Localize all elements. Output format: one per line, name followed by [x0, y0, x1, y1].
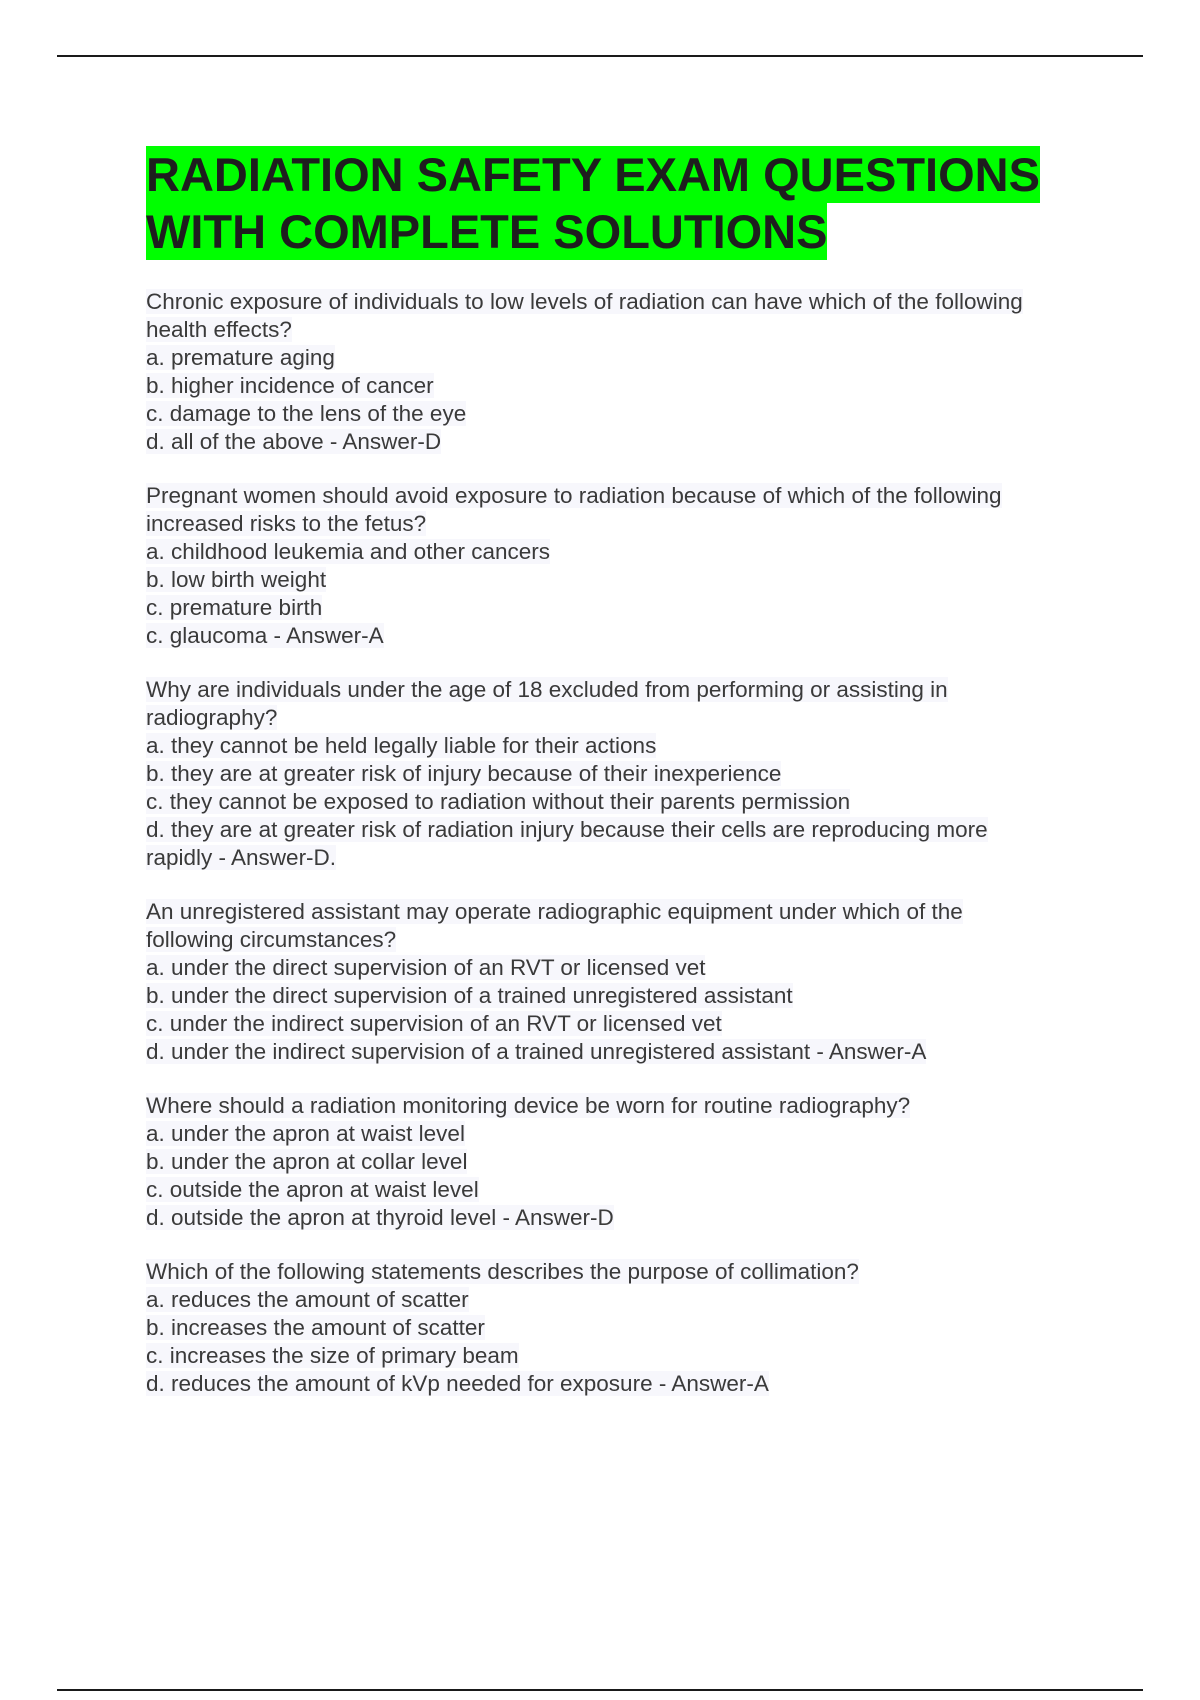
question-text [146, 482, 1146, 510]
answer-option [146, 428, 1146, 456]
question-block [146, 898, 1146, 1066]
question-block [146, 482, 1146, 650]
question-text-line: An unregistered assistant may operate radiographic equipment under which of the [146, 899, 963, 924]
answer-option [146, 816, 1146, 844]
answer-option-text: c. under the indirect supervision of an RVT or licensed vet [146, 1011, 722, 1036]
bottom-divider [57, 1689, 1143, 1691]
document-title [146, 146, 1146, 260]
question-text-line: Chronic exposure of individuals to low levels of radiation can have which of the following [146, 289, 1023, 314]
answer-option [146, 622, 1146, 650]
answer-option [146, 538, 1146, 566]
question-block [146, 1092, 1146, 1232]
answer-option-text: c. they cannot be exposed to radiation without their parents permission [146, 789, 851, 814]
answer-option-text: d. under the indirect supervision of a trained unregistered assistant - Answer-A [146, 1039, 927, 1064]
question-block [146, 1258, 1146, 1398]
question-text [146, 1092, 1146, 1120]
answer-option [146, 566, 1146, 594]
answer-option [146, 594, 1146, 622]
answer-option [146, 1286, 1146, 1314]
answer-option-text: a. reduces the amount of scatter [146, 1287, 469, 1312]
top-divider [57, 55, 1143, 57]
question-text-line: Which of the following statements describes the purpose of collimation? [146, 1259, 859, 1284]
title-line-1: RADIATION SAFETY EXAM QUESTIONS [146, 148, 1040, 201]
answer-option-text: c. outside the apron at waist level [146, 1177, 479, 1202]
answer-option [146, 1148, 1146, 1176]
answer-option-text: c. glaucoma - Answer-A [146, 623, 384, 648]
answer-option-text: d. reduces the amount of kVp needed for exposure - Answer-A [146, 1371, 769, 1396]
question-text [146, 926, 1146, 954]
answer-option-text: rapidly - Answer-D. [146, 845, 337, 870]
question-text-line: Why are individuals under the age of 18 excluded from performing or assisting in [146, 677, 948, 702]
answer-option-text: a. under the direct supervision of an RVT or licensed vet [146, 955, 706, 980]
question-block [146, 676, 1146, 872]
question-text-line: increased risks to the fetus? [146, 511, 427, 536]
answer-option [146, 954, 1146, 982]
answer-option [146, 760, 1146, 788]
question-text [146, 1258, 1146, 1286]
answer-option-text: c. damage to the lens of the eye [146, 401, 467, 426]
answer-option-text: b. under the apron at collar level [146, 1149, 468, 1174]
answer-option-text: b. low birth weight [146, 567, 327, 592]
answer-option [146, 844, 1146, 872]
answer-option-text: b. increases the amount of scatter [146, 1315, 485, 1340]
answer-option [146, 1120, 1146, 1148]
answer-option [146, 1314, 1146, 1342]
answer-option [146, 1176, 1146, 1204]
question-text [146, 510, 1146, 538]
answer-option [146, 732, 1146, 760]
answer-option-text: b. they are at greater risk of injury because of their inexperience [146, 761, 782, 786]
answer-option-text: a. childhood leukemia and other cancers [146, 539, 551, 564]
answer-option-text: a. they cannot be held legally liable for their actions [146, 733, 657, 758]
answer-option [146, 788, 1146, 816]
question-text-line: Where should a radiation monitoring device be worn for routine radiography? [146, 1093, 911, 1118]
title-line-2: WITH COMPLETE SOLUTIONS [146, 205, 828, 258]
document-body [146, 146, 1146, 1424]
answer-option [146, 1342, 1146, 1370]
question-text [146, 898, 1146, 926]
question-list [146, 288, 1146, 1398]
answer-option-text: a. under the apron at waist level [146, 1121, 465, 1146]
answer-option-text: d. they are at greater risk of radiation injury because their cells are reproducing more [146, 817, 988, 842]
question-text-line: Pregnant women should avoid exposure to radiation because of which of the following [146, 483, 1002, 508]
question-text [146, 676, 1146, 704]
answer-option-text: d. all of the above - Answer-D [146, 429, 442, 454]
answer-option-text: b. higher incidence of cancer [146, 373, 434, 398]
answer-option [146, 372, 1146, 400]
answer-option [146, 1370, 1146, 1398]
answer-option [146, 982, 1146, 1010]
answer-option [146, 400, 1146, 428]
question-text-line: following circumstances? [146, 927, 397, 952]
answer-option [146, 1038, 1146, 1066]
answer-option [146, 1010, 1146, 1038]
question-text [146, 288, 1146, 316]
question-block [146, 288, 1146, 456]
answer-option [146, 344, 1146, 372]
answer-option [146, 1204, 1146, 1232]
answer-option-text: c. increases the size of primary beam [146, 1343, 519, 1368]
question-text [146, 316, 1146, 344]
question-text [146, 704, 1146, 732]
answer-option-text: d. outside the apron at thyroid level - Answer-D [146, 1205, 614, 1230]
question-text-line: health effects? [146, 317, 292, 342]
answer-option-text: c. premature birth [146, 595, 323, 620]
answer-option-text: b. under the direct supervision of a trained unregistered assistant [146, 983, 793, 1008]
answer-option-text: a. premature aging [146, 345, 335, 370]
question-text-line: radiography? [146, 705, 278, 730]
